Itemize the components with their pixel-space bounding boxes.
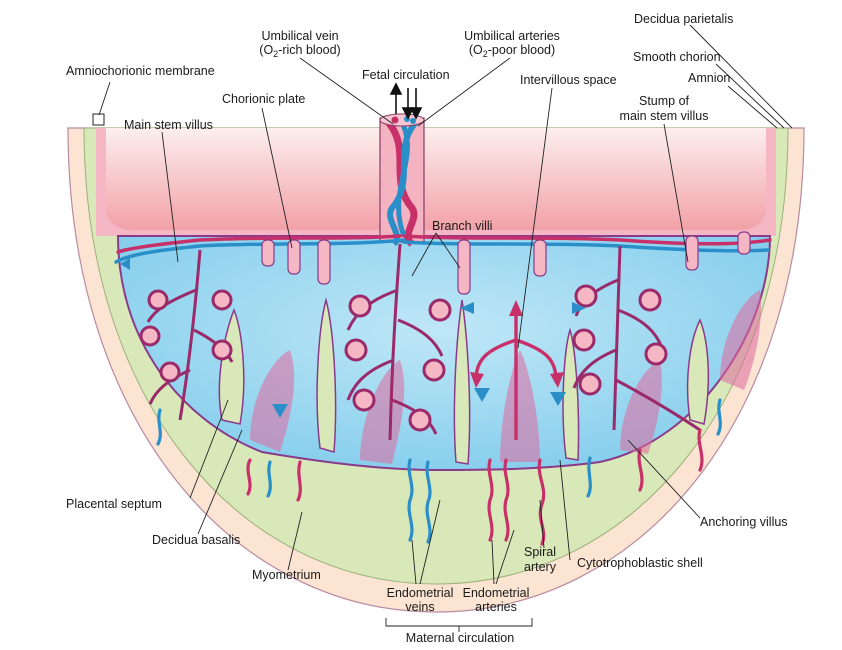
label-spiral: Spiral [524, 545, 556, 559]
label-stump-of: Stump of [638, 94, 690, 108]
label-decidua-basalis: Decidua basalis [152, 533, 241, 547]
label-umbilical-arteries-sub: ($O_2$-poor blood) [468, 43, 556, 59]
label-endometrial-arteries-1: Endometrial [462, 586, 530, 600]
label-umbilical-arteries: Umbilical arteries [464, 29, 560, 43]
label-maternal-circulation: Maternal circulation [405, 631, 515, 645]
umbilical-cord [380, 114, 424, 244]
label-amniochorionic-membrane: Amniochorionic membrane [66, 64, 215, 78]
label-artery: artery [524, 560, 556, 574]
label-amnion: Amnion [688, 71, 731, 85]
label-main-stem-villus-stump: main stem villus [619, 109, 709, 123]
label-chorionic-plate: Chorionic plate [222, 92, 306, 106]
label-endometrial-veins-2: veins [405, 600, 435, 614]
label-smooth-chorion: Smooth chorion [633, 50, 721, 64]
label-endometrial-arteries-2: arteries [475, 600, 517, 614]
label-cytotrophoblastic-shell: Cytotrophoblastic shell [577, 556, 703, 570]
label-main-stem-villus: Main stem villus [124, 118, 213, 132]
label-umbilical-vein: Umbilical vein [261, 29, 339, 43]
label-endometrial-veins-1: Endometrial [386, 586, 454, 600]
fetal-circulation-arrows [391, 84, 421, 118]
label-branch-villi: Branch villi [432, 219, 493, 233]
label-myometrium: Myometrium [252, 568, 321, 582]
amniochorionic-marker [93, 114, 104, 125]
label-fetal-circulation: Fetal circulation [362, 68, 450, 82]
label-placental-septum: Placental septum [66, 497, 162, 511]
label-anchoring-villus: Anchoring villus [700, 515, 788, 529]
label-decidua-parietalis: Decidua parietalis [634, 12, 734, 26]
label-umbilical-vein-sub: ($O_2$-rich blood) [259, 43, 341, 59]
label-intervillous-space: Intervillous space [520, 73, 617, 87]
